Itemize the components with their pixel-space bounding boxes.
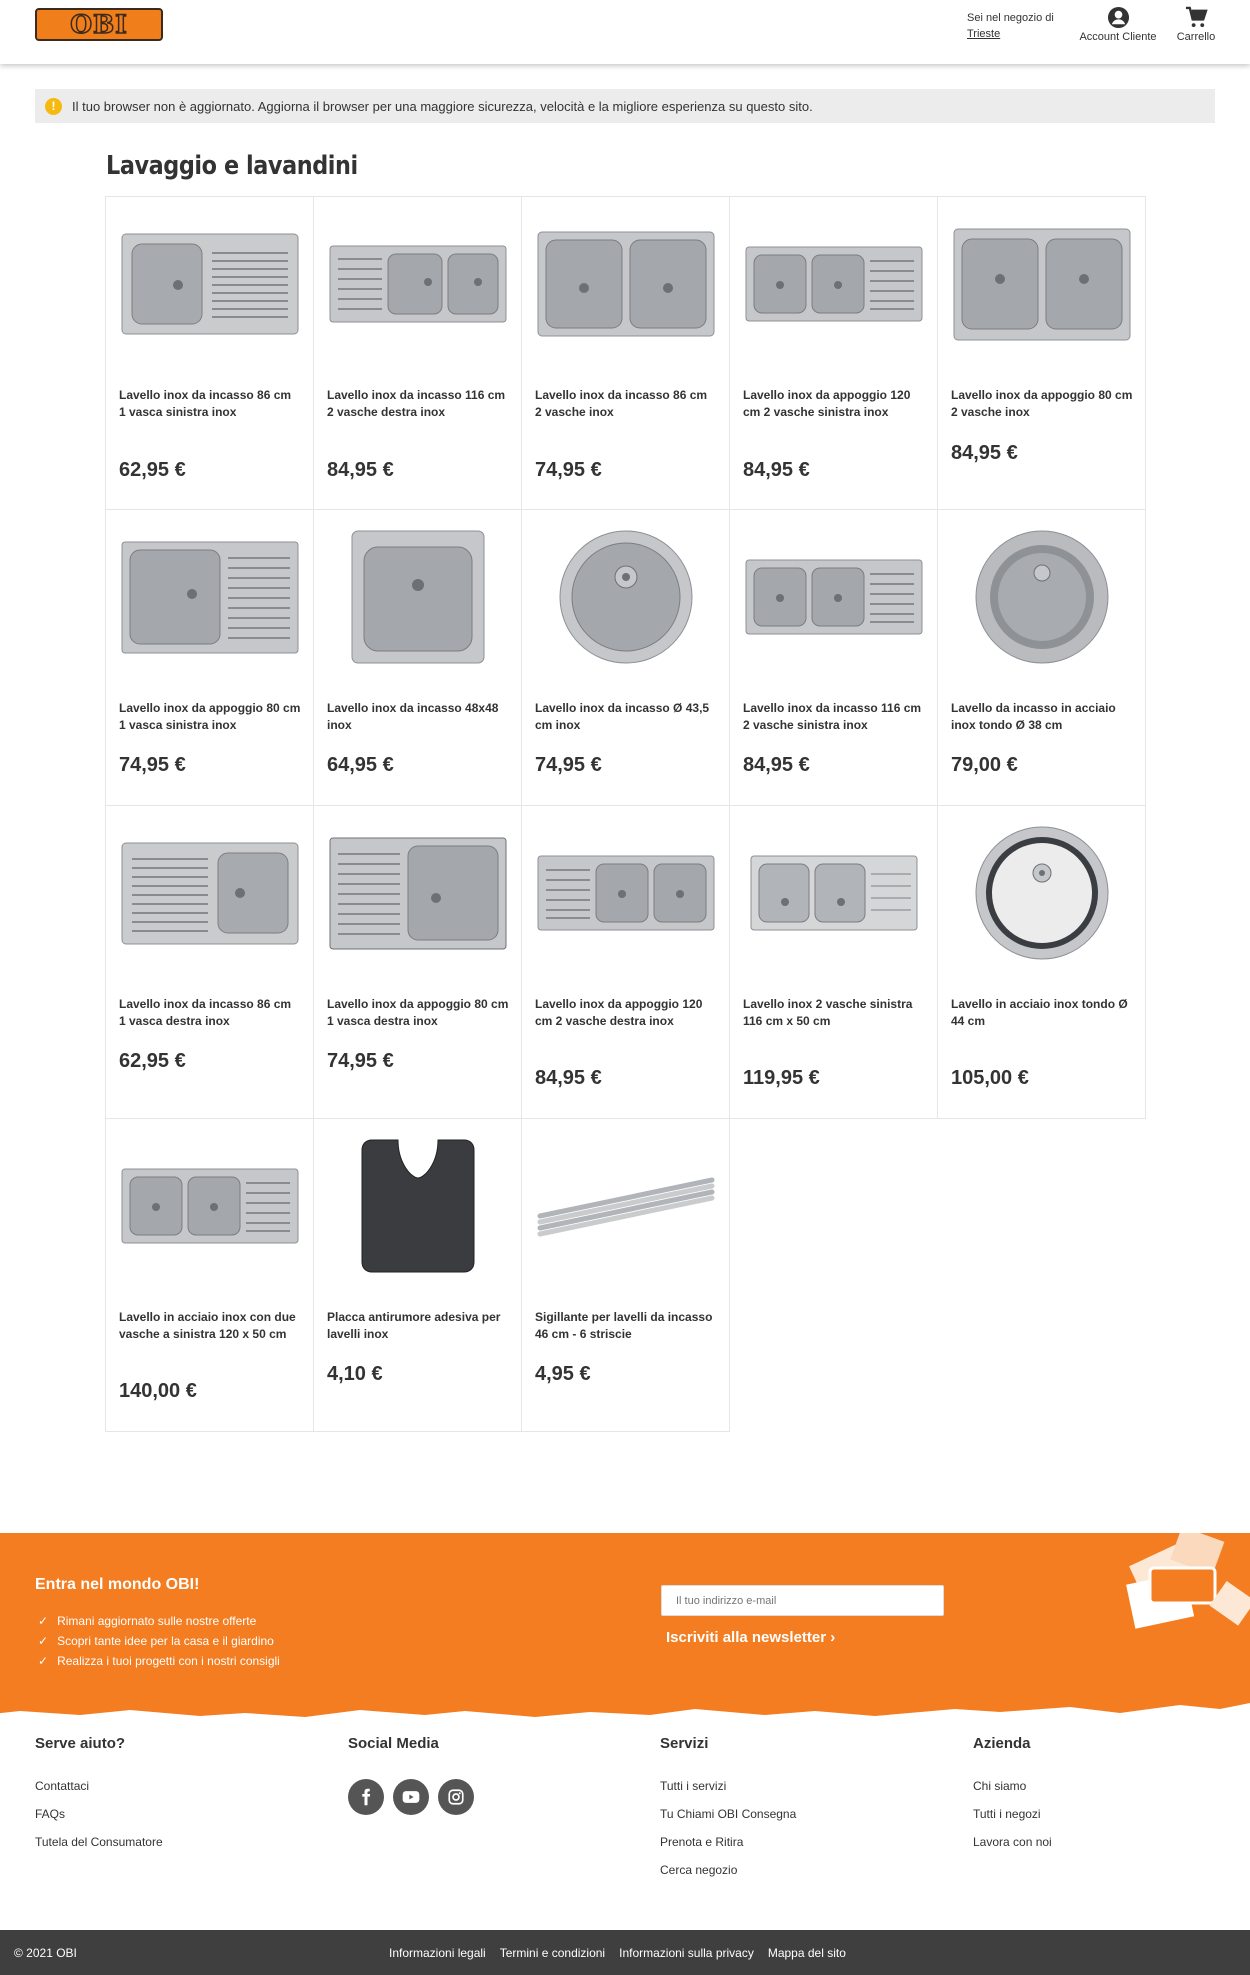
copyright: © 2021 OBI (14, 1946, 77, 1960)
product-price: 119,95 € (743, 1067, 820, 1089)
newsletter-benefits (38, 1611, 280, 1671)
footer-link[interactable]: Chi siamo (973, 1779, 1027, 1793)
footer-link[interactable]: Lavora con noi (973, 1835, 1052, 1849)
footer-link[interactable]: Prenota e Ritira (660, 1835, 744, 1849)
newsletter-section (0, 1533, 1250, 1703)
help-column (35, 1735, 163, 1863)
product-card[interactable] (729, 509, 938, 806)
product-card[interactable] (105, 196, 314, 510)
product-name[interactable]: Lavello inox da incasso 48x48 inox (327, 701, 499, 732)
product-price: 84,95 € (743, 754, 810, 776)
product-name[interactable]: Lavello inox da incasso 116 cm 2 vasche sinistra inox (743, 701, 922, 732)
product-price: 74,95 € (327, 1050, 394, 1072)
product-price: 62,95 € (119, 1050, 186, 1072)
product-image (744, 537, 924, 657)
product-image (952, 537, 1132, 657)
benefit-item: ✓ Scopri tante idee per la casa e il giardino (38, 1631, 280, 1651)
product-name[interactable]: Placca antirumore adesiva per lavelli inox (327, 1310, 501, 1341)
services-column (660, 1735, 796, 1891)
product-image (952, 224, 1132, 344)
product-name[interactable]: Lavello da incasso in acciaio inox tondo Ø 38 cm (951, 701, 1116, 732)
product-price: 84,95 € (535, 1067, 602, 1089)
store-city-link[interactable]: Trieste (967, 28, 1001, 40)
footer-link[interactable]: Tutela del Consumatore (35, 1835, 163, 1849)
newsletter-subscribe-button[interactable] (666, 1629, 835, 1646)
product-card[interactable] (313, 196, 522, 510)
product-price: 4,10 € (327, 1363, 383, 1385)
product-name[interactable]: Lavello inox da incasso 86 cm 1 vasca sinistra inox (119, 388, 292, 419)
store-label: Sei nel negozio di (967, 12, 1054, 24)
store-selector[interactable] (967, 10, 1054, 42)
product-name[interactable]: Lavello in acciaio inox tondo Ø 44 cm (951, 997, 1128, 1028)
help-heading: Serve aiuto? (35, 1735, 126, 1752)
instagram-icon[interactable] (438, 1779, 474, 1815)
product-name[interactable]: Lavello inox da incasso 86 cm 2 vasche inox (535, 388, 708, 419)
legal-link[interactable]: Termini e condizioni (499, 1946, 606, 1960)
product-image (536, 537, 716, 657)
product-card[interactable] (105, 509, 314, 806)
product-card[interactable] (521, 196, 730, 510)
site-header (0, 0, 1250, 64)
product-price: 74,95 € (535, 754, 602, 776)
product-price: 62,95 € (119, 459, 186, 481)
product-image (120, 537, 300, 657)
footer-bottom-bar (0, 1930, 1250, 1975)
footer-link[interactable]: Contattaci (35, 1779, 90, 1793)
company-heading: Azienda (973, 1735, 1031, 1752)
product-card[interactable] (937, 196, 1146, 510)
product-name[interactable]: Sigillante per lavelli da incasso 46 cm - 6 striscie (535, 1310, 713, 1341)
product-image (744, 833, 924, 953)
product-image (120, 833, 300, 953)
product-price: 84,95 € (743, 459, 810, 481)
product-image (328, 1146, 508, 1266)
product-price: 74,95 € (119, 754, 186, 776)
cart-icon (1185, 6, 1208, 29)
product-card[interactable] (313, 1118, 522, 1432)
footer-link[interactable]: FAQs (35, 1807, 66, 1821)
browser-warning (35, 89, 1215, 123)
product-image (536, 224, 716, 344)
product-image (120, 1146, 300, 1266)
benefit-item: ✓ Rimani aggiornato sulle nostre offerte (38, 1611, 280, 1631)
product-price: 84,95 € (327, 459, 394, 481)
product-price: 84,95 € (951, 442, 1018, 464)
facebook-icon[interactable] (348, 1779, 384, 1815)
product-name[interactable]: Lavello inox da incasso 86 cm 1 vasca destra inox (119, 997, 292, 1028)
product-price: 4,95 € (535, 1363, 591, 1385)
benefit-item: ✓ Realizza i tuoi progetti con i nostri consigli (38, 1651, 280, 1671)
obi-logo[interactable] (35, 8, 163, 41)
product-name[interactable]: Lavello inox da appoggio 80 cm 2 vasche inox (951, 388, 1133, 419)
footer-link[interactable]: Tutti i servizi (660, 1779, 727, 1793)
product-image (952, 833, 1132, 953)
torn-edge-decoration (0, 1695, 1250, 1717)
logo-text: OBI (70, 10, 128, 39)
product-image (536, 833, 716, 953)
envelope-illustration (1105, 1533, 1250, 1643)
product-price: 74,95 € (535, 459, 602, 481)
account-button[interactable] (1076, 6, 1160, 43)
product-card[interactable] (937, 805, 1146, 1119)
page-title: Lavaggio e lavandini (106, 151, 358, 181)
product-card[interactable] (313, 805, 522, 1119)
legal-links (389, 1946, 846, 1960)
newsletter-title: Entra nel mondo OBI! (35, 1576, 200, 1593)
product-name[interactable]: Lavello inox da incasso Ø 43,5 cm inox (535, 701, 710, 732)
legal-link[interactable]: Informazioni legali (389, 1946, 486, 1960)
product-image (328, 224, 508, 344)
services-heading: Servizi (660, 1735, 709, 1752)
product-price: 79,00 € (951, 754, 1018, 776)
product-image (536, 1146, 716, 1266)
subscribe-label: Iscriviti alla newsletter (666, 1629, 827, 1646)
product-price: 64,95 € (327, 754, 394, 776)
footer-link[interactable]: Tu Chiami OBI Consegna (660, 1807, 797, 1821)
product-card[interactable] (729, 196, 938, 510)
product-card[interactable] (105, 805, 314, 1119)
product-name[interactable]: Lavello inox 2 vasche sinistra 116 cm x 50 cm (743, 997, 913, 1028)
product-name[interactable]: Lavello inox da appoggio 120 cm 2 vasche destra inox (535, 997, 703, 1028)
product-image (328, 833, 508, 953)
chevron-right-icon: › (830, 1629, 836, 1646)
warning-text: Il tuo browser non è aggiornato. Aggiorna il browser per una maggiore sicurezza, velocità e la migliore esperienza su questo sito. (72, 98, 813, 114)
user-icon (1107, 6, 1130, 29)
legal-link[interactable]: Mappa del sito (767, 1946, 846, 1960)
product-card[interactable] (521, 1118, 730, 1432)
product-grid (105, 196, 1145, 1431)
product-image (120, 224, 300, 344)
cart-label: Carrello (1176, 31, 1216, 43)
product-name[interactable]: Lavello in acciaio inox con due vasche a sinistra 120 x 50 cm (119, 1310, 296, 1341)
company-column (973, 1735, 1052, 1863)
product-price: 140,00 € (119, 1380, 197, 1402)
warning-icon: ! (45, 98, 62, 115)
product-card[interactable] (937, 509, 1146, 806)
product-name[interactable]: Lavello inox da appoggio 80 cm 1 vasca sinistra inox (119, 701, 301, 732)
product-card[interactable] (521, 805, 730, 1119)
newsletter-email-input[interactable] (661, 1585, 944, 1616)
legal-link[interactable]: Informazioni sulla privacy (619, 1946, 754, 1960)
cart-button[interactable] (1172, 6, 1220, 43)
product-name[interactable]: Lavello inox da appoggio 80 cm 1 vasca destra inox (327, 997, 509, 1028)
youtube-icon[interactable] (393, 1779, 429, 1815)
product-image (744, 224, 924, 344)
product-card[interactable] (521, 509, 730, 806)
product-name[interactable]: Lavello inox da appoggio 120 cm 2 vasche sinistra inox (743, 388, 911, 419)
account-label: Account Cliente (1079, 31, 1157, 43)
product-image (328, 537, 508, 657)
social-column (348, 1735, 474, 1815)
product-price: 105,00 € (951, 1067, 1029, 1089)
product-card[interactable] (313, 509, 522, 806)
product-name[interactable]: Lavello inox da incasso 116 cm 2 vasche destra inox (327, 388, 506, 419)
product-card[interactable] (105, 1118, 314, 1432)
product-card[interactable] (729, 805, 938, 1119)
footer-link[interactable]: Cerca negozio (660, 1863, 738, 1877)
footer-link[interactable]: Tutti i negozi (973, 1807, 1041, 1821)
social-heading: Social Media (348, 1735, 439, 1752)
